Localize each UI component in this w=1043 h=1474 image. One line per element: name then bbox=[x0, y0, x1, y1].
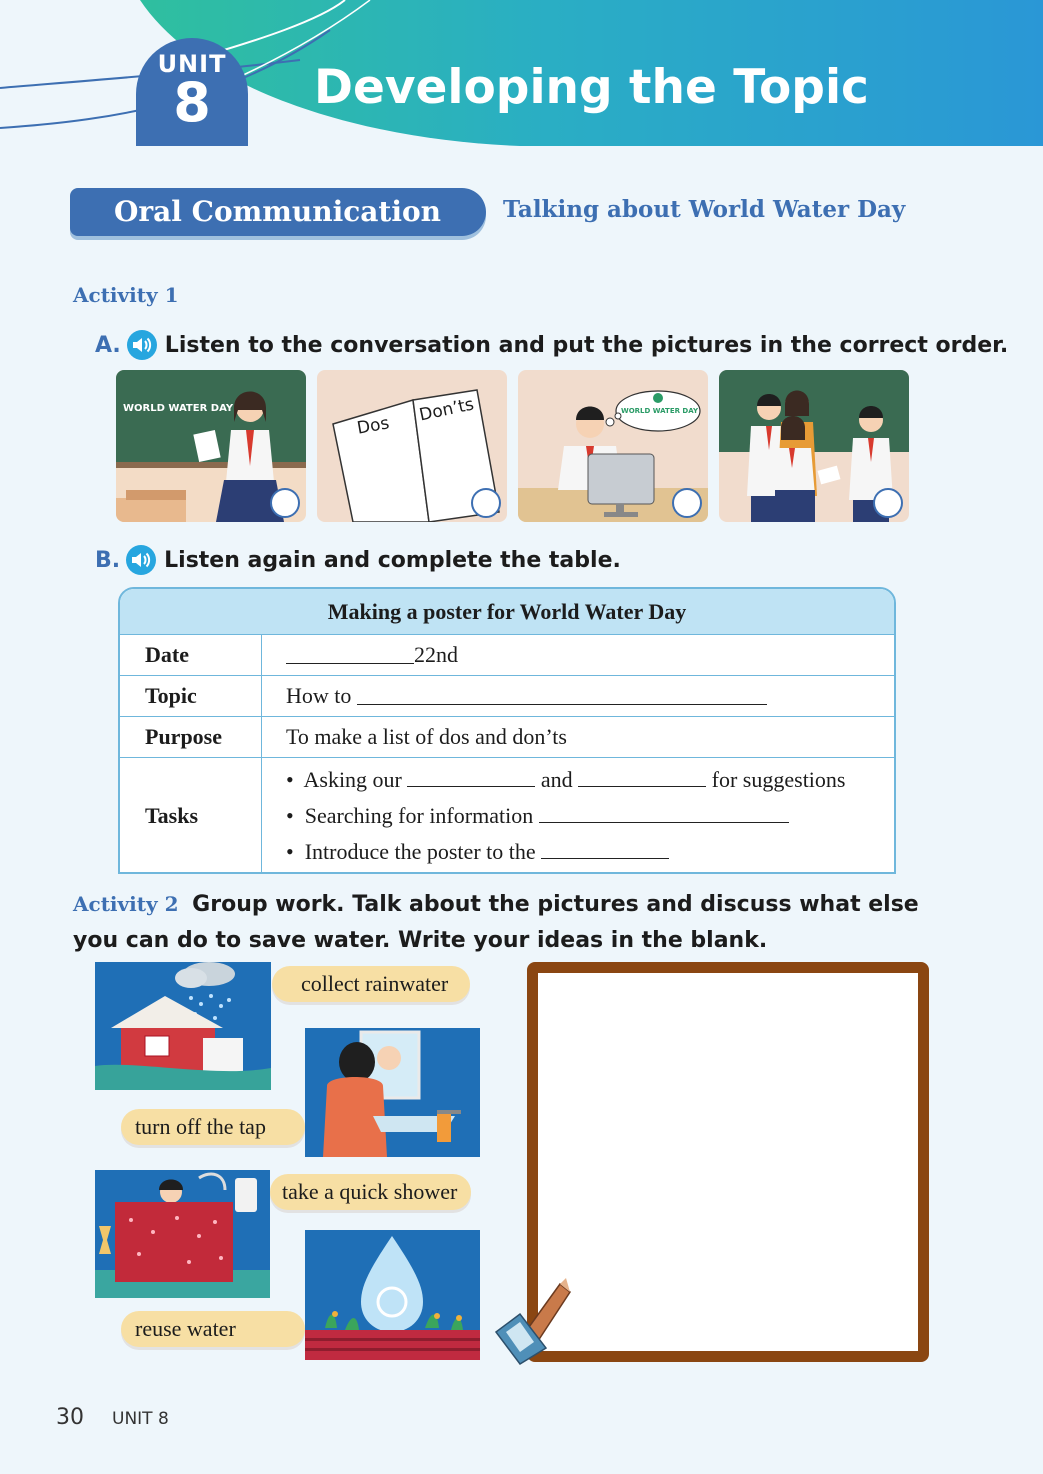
activity1b-instruction: Listen again and complete the table. bbox=[164, 547, 621, 573]
picture-computer bbox=[518, 370, 708, 522]
date-value: 22nd bbox=[414, 642, 458, 667]
footer-unit-label: UNIT 8 bbox=[112, 1409, 169, 1429]
rainwater-house-image bbox=[95, 962, 271, 1090]
activity1a-instruction: Listen to the conversation and put the pictures in the correct order. bbox=[164, 332, 1009, 358]
table-row-tasks bbox=[120, 758, 894, 874]
page-title: Developing the Topic bbox=[314, 60, 869, 115]
activity1-label: Activity 1 bbox=[73, 283, 179, 307]
task3-blank[interactable] bbox=[541, 841, 669, 859]
purpose-value: To make a list of dos and don’ts bbox=[286, 724, 567, 749]
tag-turn-off-tap: turn off the tap bbox=[121, 1109, 305, 1145]
page-number: 30 bbox=[56, 1405, 84, 1430]
order-answer-circle-1[interactable] bbox=[270, 488, 300, 518]
topic-blank[interactable] bbox=[357, 687, 767, 705]
unit-word: UNIT bbox=[157, 50, 227, 78]
audio-speaker-icon[interactable] bbox=[127, 330, 157, 360]
topic-value: How to bbox=[286, 683, 352, 708]
quick-shower-image bbox=[95, 1170, 270, 1298]
part-b-letter: B. bbox=[95, 547, 121, 573]
tasks-label: Tasks bbox=[120, 758, 262, 874]
task-2: • Searching for information bbox=[286, 798, 789, 834]
task1-blank-1[interactable] bbox=[407, 769, 535, 787]
task1-blank-2[interactable] bbox=[578, 769, 706, 787]
section-pill: Oral Communication bbox=[70, 188, 486, 236]
order-answer-circle-4[interactable] bbox=[873, 488, 903, 518]
date-blank[interactable] bbox=[286, 646, 414, 664]
picture-dos-donts bbox=[317, 370, 507, 522]
poster-table bbox=[118, 587, 896, 874]
dos-label: Dos bbox=[355, 413, 391, 439]
donts-label: Don’ts bbox=[417, 394, 476, 426]
table-title: Making a poster for World Water Day bbox=[120, 589, 894, 635]
activity2-instruction: Group work. Talk about the pictures and discuss what else you can do to save water. Write your ideas in the blank. bbox=[73, 892, 919, 953]
pencil-book-icon bbox=[490, 1278, 572, 1366]
order-answer-circle-2[interactable] bbox=[471, 488, 501, 518]
table-row-topic bbox=[120, 676, 894, 717]
tag-reuse-water: reuse water bbox=[121, 1311, 305, 1347]
task-3: • Introduce the poster to the bbox=[286, 834, 669, 870]
turn-off-tap-image bbox=[305, 1028, 480, 1157]
audio-speaker-icon[interactable] bbox=[126, 545, 156, 575]
tag-quick-shower: take a quick shower bbox=[270, 1174, 471, 1210]
unit-badge bbox=[136, 38, 248, 146]
board-text: WORLD WATER DAY bbox=[123, 403, 234, 414]
purpose-label: Purpose bbox=[120, 717, 262, 757]
table-row-purpose bbox=[120, 717, 894, 758]
picture-group-students bbox=[719, 370, 909, 522]
picture-teacher-board bbox=[116, 370, 306, 522]
activity2-heading bbox=[73, 886, 953, 959]
activity1a-instruction-row bbox=[95, 330, 1008, 360]
table-row-date bbox=[120, 635, 894, 676]
activity2-label: Activity 2 bbox=[73, 892, 179, 916]
bubble-text: WORLD WATER DAY bbox=[621, 407, 699, 415]
topic-label: Topic bbox=[120, 676, 262, 716]
unit-number: 8 bbox=[173, 71, 211, 134]
task2-blank[interactable] bbox=[539, 805, 789, 823]
part-a-letter: A. bbox=[95, 332, 121, 358]
tag-collect-rainwater: collect rainwater bbox=[272, 966, 470, 1002]
reuse-water-image bbox=[305, 1230, 480, 1360]
task-1: • Asking our and for suggestions bbox=[286, 767, 846, 792]
date-label: Date bbox=[120, 635, 262, 675]
ideas-writing-board[interactable] bbox=[527, 962, 929, 1362]
order-answer-circle-3[interactable] bbox=[672, 488, 702, 518]
section-subtitle: Talking about World Water Day bbox=[503, 196, 906, 223]
activity1b-instruction-row bbox=[95, 545, 621, 575]
unit-header bbox=[0, 0, 1043, 150]
